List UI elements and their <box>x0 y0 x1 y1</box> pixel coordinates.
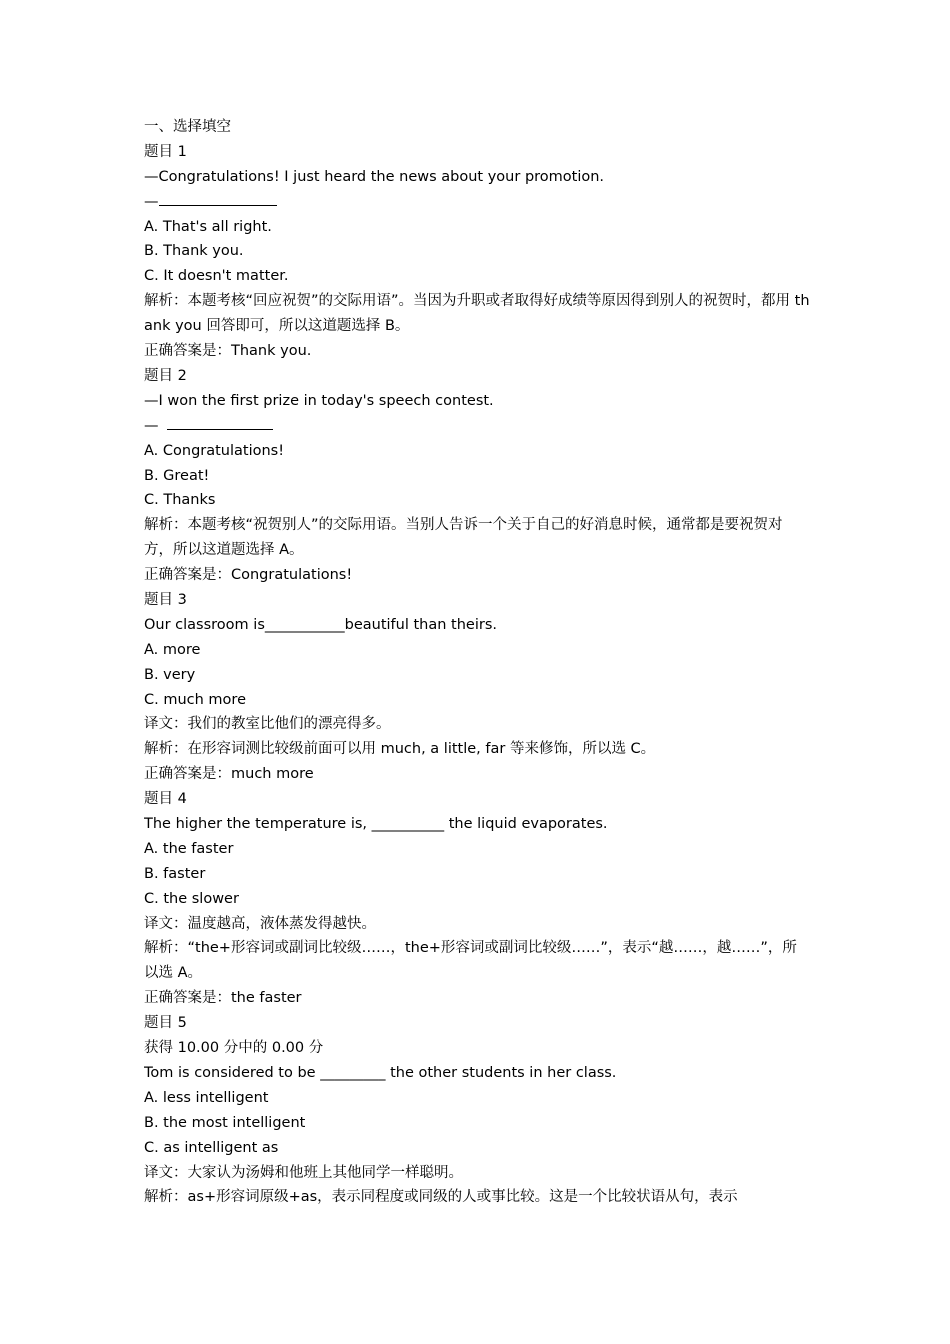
question-4-option-b: B. faster <box>144 865 206 882</box>
question-2-option-c: C. Thanks <box>144 492 216 509</box>
question-4-option-c: C. the slower <box>144 890 239 907</box>
question-1-answer-blank <box>159 190 277 206</box>
question-3-option-c: C. much more <box>144 691 246 708</box>
question-3-option-a: A. more <box>144 641 201 658</box>
question-4-translation: 译文：温度越高，液体蒸发得越快。 <box>144 915 376 932</box>
question-4-analysis: 解析：“the+形容词或副词比较级……，the+形容词或副词比较级……”，表示“越……，越……”，所以选 A。 <box>144 940 797 982</box>
question-2-reply-line <box>144 414 810 439</box>
question-2-analysis: 解析：本题考核“祝贺别人”的交际用语。当别人告诉一个关于自己的好消息时候，通常都是要祝贺对方，所以这道题选择 A。 <box>144 517 783 559</box>
question-1-analysis: 解析：本题考核“回应祝贺”的交际用语”。当因为升职或者取得好成绩等原因得到别人的祝贺时，都用 thank you 回答即可，所以这道题选择 B。 <box>144 293 810 335</box>
question-1-option-b: B. Thank you. <box>144 243 244 260</box>
question-3-correct-answer: 正确答案是：much more <box>144 766 314 783</box>
section-title: 一、选择填空 <box>144 119 231 135</box>
question-1-label: 题目 1 <box>144 143 187 160</box>
question-1-reply-dash: — <box>144 193 159 210</box>
document-page <box>144 115 810 1210</box>
question-4-option-a: A. the faster <box>144 840 234 857</box>
question-5-option-c: C. as intelligent as <box>144 1139 279 1156</box>
question-2-correct-answer: 正确答案是：Congratulations! <box>144 567 353 584</box>
question-1-reply-line <box>144 190 810 215</box>
question-5-option-a: A. less intelligent <box>144 1089 269 1106</box>
question-2-prompt: —I won the first prize in today's speech contest. <box>144 392 494 409</box>
question-1-option-c: C. It doesn't matter. <box>144 268 289 285</box>
question-2-label: 题目 2 <box>144 367 187 384</box>
question-1-correct-answer: 正确答案是：Thank you. <box>144 343 312 360</box>
question-4-label: 题目 4 <box>144 791 187 808</box>
question-3-analysis: 解析：在形容词测比较级前面可以用 much, a little, far 等来修饰，所以选 C。 <box>144 741 656 758</box>
question-3-label: 题目 3 <box>144 591 187 608</box>
question-3-option-b: B. very <box>144 666 196 683</box>
question-4-correct-answer: 正确答案是：the faster <box>144 990 302 1007</box>
question-1-prompt: —Congratulations! I just heard the news about your promotion. <box>144 168 605 185</box>
question-5-label: 题目 5 <box>144 1015 187 1032</box>
question-2-option-b: B. Great! <box>144 467 210 484</box>
question-4-prompt: The higher the temperature is, __________ the liquid evaporates. <box>144 816 608 832</box>
question-2-option-a: A. Congratulations! <box>144 442 285 459</box>
question-5-translation: 译文：大家认为汤姆和他班上其他同学一样聪明。 <box>144 1164 463 1181</box>
question-1-option-a: A. That's all right. <box>144 218 272 235</box>
question-5-prompt: Tom is considered to be _________ the other students in her class. <box>144 1064 617 1081</box>
question-5-option-b: B. the most intelligent <box>144 1114 306 1131</box>
question-2-answer-blank <box>167 414 273 430</box>
question-2-reply-dash: — <box>144 417 159 434</box>
question-3-prompt: Our classroom is___________beautiful than theirs. <box>144 616 497 633</box>
question-3-translation: 译文：我们的教室比他们的漂亮得多。 <box>144 716 391 733</box>
question-5-score: 获得 10.00 分中的 0.00 分 <box>144 1040 324 1057</box>
question-5-analysis: 解析：as+形容词原级+as，表示同程度或同级的人或事比较。这是一个比较状语从句，表示 <box>144 1189 738 1206</box>
